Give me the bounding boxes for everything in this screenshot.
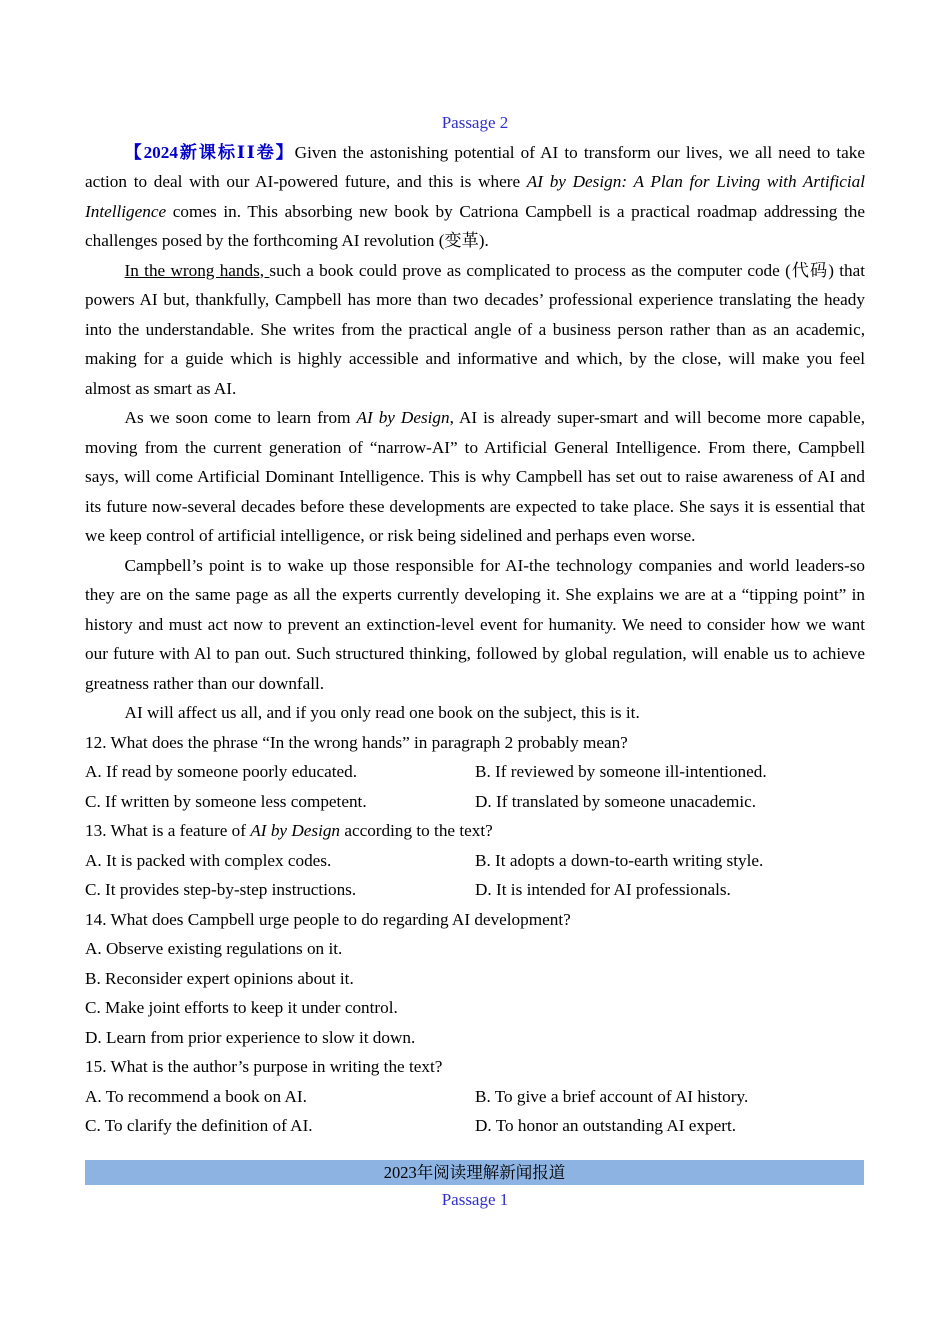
question-13-stem-title: AI by Design <box>250 821 341 840</box>
question-14-option-d[interactable]: D. Learn from prior experience to slow it down. <box>85 1027 416 1047</box>
question-15-option-c[interactable]: C. To clarify the definition of AI. <box>85 1116 313 1135</box>
question-15 <box>85 1052 865 1141</box>
question-15-options-row-2 <box>85 1111 865 1141</box>
paragraph-3-seg-1: As we soon come to learn from <box>124 408 357 427</box>
question-13-option-d[interactable]: D. It is intended for AI professionals. <box>475 880 731 899</box>
question-12-option-b[interactable]: B. If reviewed by someone ill-intentioned. <box>475 762 767 781</box>
book-title-full: AI by Design: A Plan for Living with Artificial Intelligence <box>85 172 865 221</box>
question-13-option-c[interactable]: C. It provides step-by-step instructions. <box>85 880 357 899</box>
question-13-option-a[interactable]: A. It is packed with complex codes. <box>85 850 332 870</box>
paragraph-3-seg-3: , AI is already super-smart and will become more capable, moving from the current generation of “narrow-AI” to Artificial General Intelligence. From there, Campbell says, will come Artificial Dominant Intelligence. This is why Campbell has set out to raise awareness of AI and its future now-several decades before these developments are expected to take place. She says it is essential that we keep control of artificial intelligence, or risk being sidelined and perhaps even worse. <box>85 408 865 545</box>
question-15-option-a[interactable]: A. To recommend a book on AI. <box>85 1086 307 1106</box>
section-banner: 2023年阅读理解新闻报道 <box>85 1160 864 1185</box>
paragraph-5: AI will affect us all, and if you only read one book on the subject, this is it. <box>124 703 640 722</box>
question-15-options-row-1 <box>85 1082 865 1112</box>
question-15-option-d[interactable]: D. To honor an outstanding AI expert. <box>475 1116 737 1135</box>
question-13-option-b[interactable]: B. It adopts a down-to-earth writing style. <box>475 850 764 870</box>
underlined-phrase: In the wrong hands, <box>124 260 270 280</box>
question-12-stem: 12. What does the phrase “In the wrong hands” in paragraph 2 probably mean? <box>85 732 628 752</box>
question-12-option-c[interactable]: C. If written by someone less competent. <box>85 791 367 811</box>
question-13-options-row-1 <box>85 846 865 876</box>
question-14-stem: 14. What does Campbell urge people to do regarding AI development? <box>85 909 571 929</box>
book-title-short: AI by Design <box>356 408 450 427</box>
question-12 <box>85 728 865 817</box>
banner-subheading: Passage 1 <box>441 1189 509 1209</box>
question-13-stem-post: according to the text? <box>340 821 493 840</box>
passage-heading: Passage 2 <box>441 113 509 132</box>
source-tag: 【2024新课标ⅠⅠ卷】 <box>124 142 295 162</box>
question-14-option-b[interactable]: B. Reconsider expert opinions about it. <box>85 968 354 988</box>
question-13-stem <box>85 816 865 846</box>
paragraph-1-seg-3: comes in. This absorbing new book by Catriona Campbell is a practical roadmap addressing the challenges posed by the forthcoming AI revolution (变革). <box>85 201 865 250</box>
question-12-options-row-2 <box>85 787 865 817</box>
paragraph-3 <box>85 403 865 551</box>
question-13-options-row-2 <box>85 875 865 905</box>
paragraph-4: Campbell’s point is to wake up those responsible for AI-the technology companies and world leaders-so they are on the same page as all the experts currently developing it. She explains we are at a “tipping point” in history and must act now to prevent an extinction-level event for humanity. We need to consider how we want our future with Al to pan out. Such structured thinking, followed by global regulation, will enable us to achieve greatness rather than our downfall. <box>85 555 865 693</box>
question-12-option-d[interactable]: D. If translated by someone unacademic. <box>475 791 757 811</box>
question-13 <box>85 816 865 905</box>
question-12-option-a[interactable]: A. If read by someone poorly educated. <box>85 762 358 781</box>
question-15-stem: 15. What is the author’s purpose in writing the text? <box>85 1057 443 1076</box>
question-14 <box>85 905 865 1053</box>
paragraph-2-seg-2: such a book could prove as complicated to process as the computer code (代码) that powers AI but, thankfully, Campbell has more than two decades’ professional experience translating the heady into the understandable. She writes from the practical angle of a business person rather than as an academic, making for a guide which is highly accessible and informative and which, by the close, will make you feel almost as smart as AI. <box>85 260 865 398</box>
question-14-option-c[interactable]: C. Make joint efforts to keep it under control. <box>85 998 398 1017</box>
top-margin <box>85 0 865 108</box>
paragraph-1 <box>85 138 865 256</box>
question-12-options-row-1 <box>85 757 865 787</box>
question-14-option-a[interactable]: A. Observe existing regulations on it. <box>85 939 343 958</box>
question-15-option-b[interactable]: B. To give a brief account of AI history. <box>475 1086 749 1106</box>
paragraph-1-seg-1: Given the astonishing potential of AI to transform our lives, we all need to take action to deal with our AI-powered future, and this is where <box>85 142 865 191</box>
question-13-stem-pre: 13. What is a feature of <box>85 821 251 840</box>
paragraph-2 <box>85 256 865 404</box>
